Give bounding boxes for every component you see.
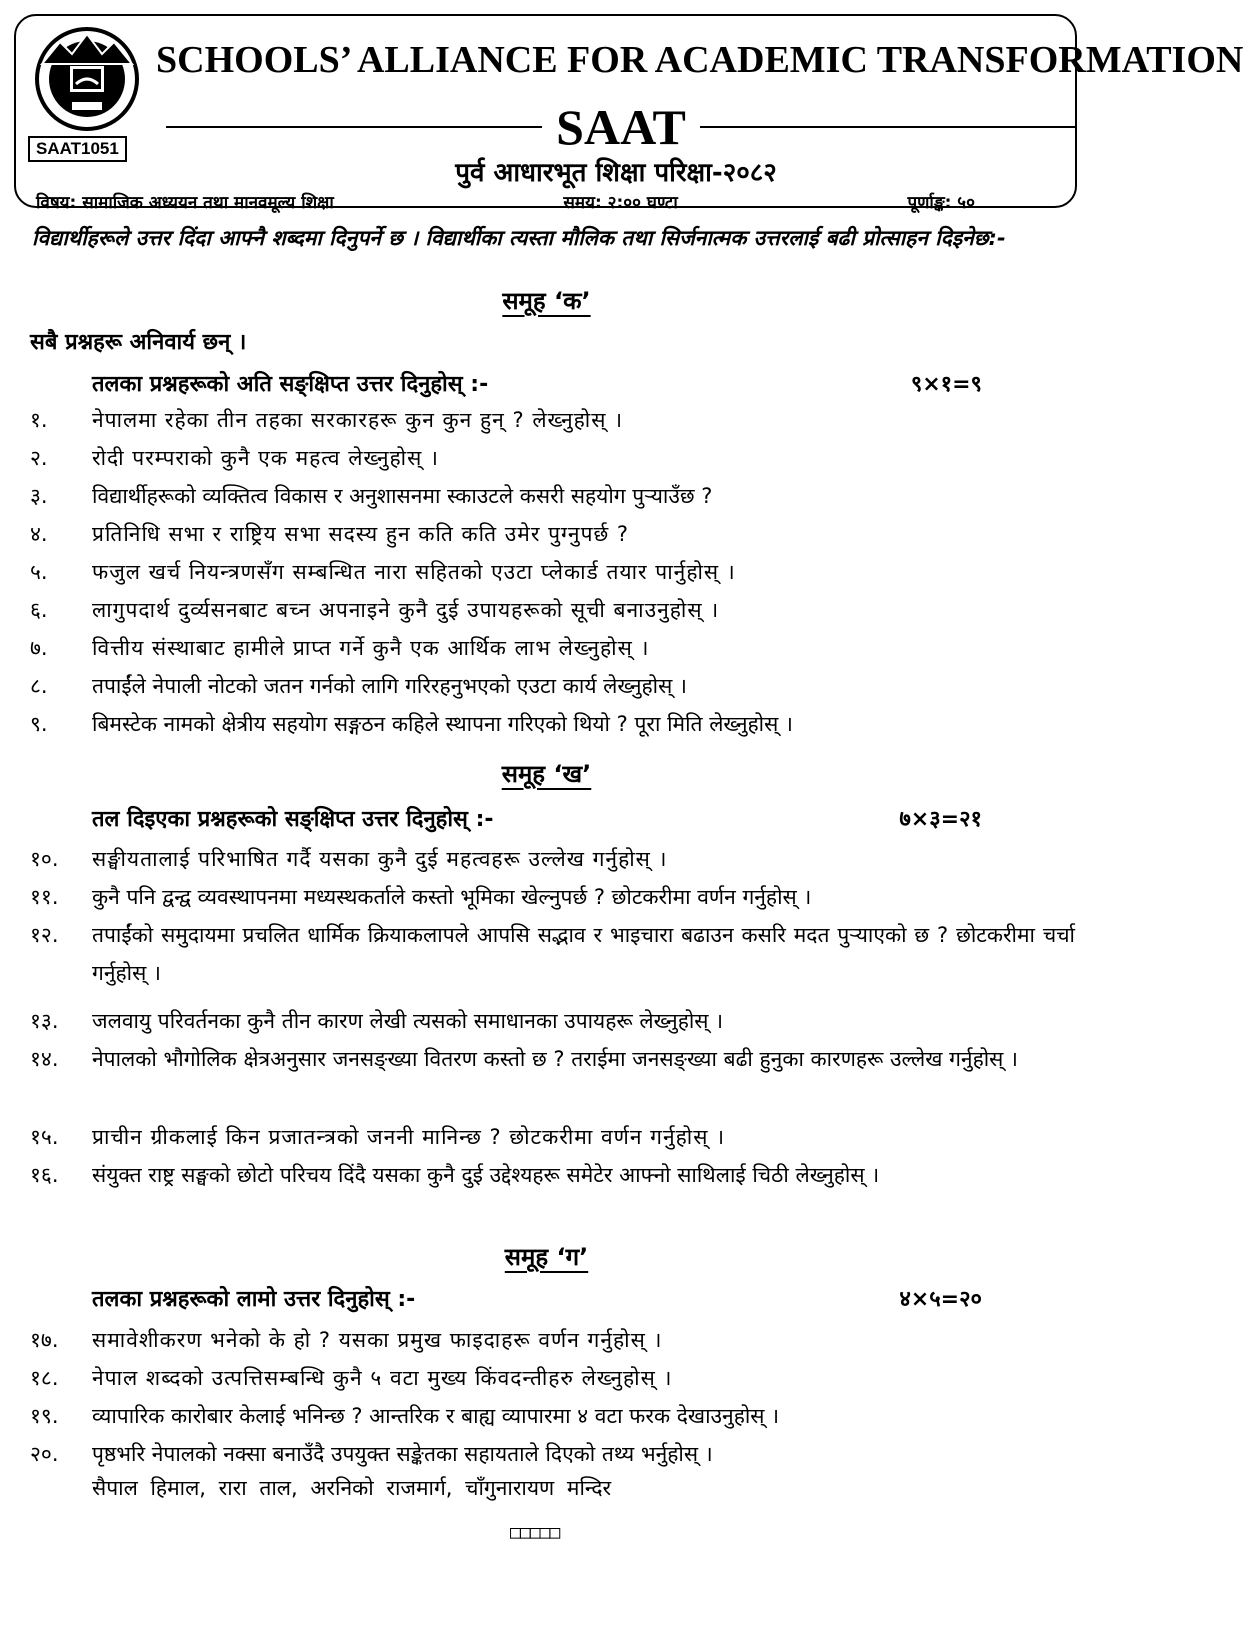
group-a-instruction (92, 368, 1012, 398)
question-number: १७. (30, 1328, 59, 1352)
question-number: १४. (30, 1047, 59, 1071)
exam-title: पुर्व आधारभूत शिक्षा परिक्षा-२०८२ (455, 158, 777, 188)
exam-header (14, 14, 1243, 213)
question-text: संयुक्त राष्ट्र सङ्घको छोटो परिचय दिंदै यसका कुनै दुई उद्देश्यहरू समेटेर आफ्नो साथिलाई चिठी लेख्नुहोस् । (92, 1163, 880, 1187)
question-item (30, 629, 1075, 667)
question-text: व्यापारिक कारोबार केलाई भनिन्छ ? आन्तरिक र बाह्य व्यापारमा ४ वटा फरक देखाउनुहोस् । (92, 1404, 780, 1428)
question-item (30, 878, 1075, 916)
question-item (30, 1118, 1075, 1156)
question-text: लागुपदार्थ दुर्व्यसनबाट बच्न अपनाइने कुनै दुई उपायहरूको सूची बनाउनुहोस् । (92, 598, 720, 622)
question-item (30, 1435, 1075, 1473)
question-number: १६. (30, 1163, 59, 1187)
question-number: १०. (30, 847, 59, 871)
question-item (30, 1156, 1075, 1194)
question-item (30, 1040, 1075, 1078)
exam-meta-row (36, 190, 975, 213)
question-item (30, 553, 1075, 591)
question-item (30, 705, 1075, 743)
question-text: नेपालको भौगोलिक क्षेत्रअनुसार जनसङ्ख्या वितरण कस्तो छ ? तराईमा जनसङ्ख्या बढी हुनुका कारणहरू उल्लेख गर्नुहोस् । (92, 1047, 1019, 1071)
question-item (30, 515, 1075, 553)
question-number: ११. (30, 885, 59, 909)
question-item (30, 1002, 1075, 1040)
question-text: नेपालमा रहेका तीन तहका सरकारहरू कुन कुन हुन् ? लेख्नुहोस् । (92, 408, 624, 432)
question-number: २. (30, 446, 48, 470)
question-number: ४. (30, 522, 48, 546)
question-number: ८. (30, 674, 48, 698)
full-marks-label: पूर्णाङ्क: ५० (907, 193, 975, 213)
question-number: १५. (30, 1125, 59, 1149)
question-text: सङ्घीयतालाई परिभाषित गर्दै यसका कुनै दुई महत्वहरू उल्लेख गर्नुहोस् । (92, 847, 668, 871)
school-alliance-logo (32, 24, 142, 134)
instruction-text: तलका प्रश्नहरूको लामो उत्तर दिनुहोस् :- (92, 1287, 416, 1312)
question-text: रोदी परम्पराको कुनै एक महत्व लेख्नुहोस् । (92, 446, 439, 470)
question-item (30, 916, 1075, 992)
question-number: ३. (30, 484, 48, 508)
group-b-title: समूह ‘ख’ (501, 760, 592, 788)
question-text: पृष्ठभरि नेपालको नक्सा बनाउँदै उपयुक्त सङ्केतका सहायताले दिएको तथ्य भर्नुहोस् । (92, 1442, 713, 1466)
question-text: कुनै पनि द्वन्द्व व्यवस्थापनमा मध्यस्थकर्ताले कस्तो भूमिका खेल्नुपर्छ ? छोटकरीमा वर्णन गर्नुहोस् । (92, 885, 812, 909)
right-rule (700, 126, 1076, 128)
paper-code-badge: SAAT1051 (28, 136, 127, 162)
question-text: तपाईंको समुदायमा प्रचलित धार्मिक क्रियाकलापले आपसि सद्भाव र भाइचारा बढाउन कसरि मदत पुऱ्याएको छ ? छोटकरीमा चर्चा गर्नुहोस् । (92, 923, 1075, 985)
question-text: वित्तीय संस्थाबाट हामीले प्राप्त गर्ने कुनै एक आर्थिक लाभ लेख्नुहोस् । (92, 636, 650, 660)
question-item (30, 401, 1075, 439)
question-text: विद्यार्थीहरूको व्यक्तित्व विकास र अनुशासनमा स्काउटले कसरी सहयोग पुऱ्याउँछ ? (92, 484, 713, 508)
question-number: २०. (30, 1442, 59, 1466)
question-number: ५. (30, 560, 48, 584)
question-text: तपाईंले नेपाली नोटको जतन गर्नको लागि गरिरहनुभएको एउटा कार्य लेख्नुहोस् । (92, 674, 687, 698)
question-number: १८. (30, 1366, 59, 1390)
question-text: प्रतिनिधि सभा र राष्ट्रिय सभा सदस्य हुन कति कति उमेर पुग्नुपर्छ ? (92, 522, 630, 546)
question-item (30, 840, 1075, 878)
instruction-text: तल दिइएका प्रश्नहरूको सङ्क्षिप्त उत्तर दिनुहोस् :- (92, 807, 494, 832)
question-number: १. (30, 408, 48, 432)
question-item (30, 591, 1075, 629)
organization-abbreviation: SAAT (556, 99, 686, 155)
group-c-title: समूह ‘ग’ (504, 1243, 589, 1271)
question-number: १२. (30, 923, 59, 947)
question-number: ७. (30, 636, 48, 660)
question-item (30, 1397, 1075, 1435)
question-item (30, 439, 1075, 477)
instruction-text: तलका प्रश्नहरूको अति सङ्क्षिप्त उत्तर दिनुहोस् :- (92, 372, 489, 397)
question-text: फजुल खर्च नियन्त्रणसँग सम्बन्धित नारा सहितको एउटा प्लेकार्ड तयार पार्नुहोस् । (92, 560, 736, 584)
question-number: १९. (30, 1404, 59, 1428)
abbreviation-line (166, 99, 1076, 155)
question-number: १३. (30, 1009, 59, 1033)
left-rule (166, 126, 542, 128)
question-item (30, 1359, 1075, 1397)
time-label: समय: २:०० घण्टा (563, 193, 678, 213)
question-text: जलवायु परिवर्तनका कुनै तीन कारण लेखी त्यसको समाधानका उपायहरू लेख्नुहोस् । (92, 1009, 724, 1033)
group-a-title: समूह ‘क’ (502, 287, 591, 315)
question-text: बिमस्टेक नामको क्षेत्रीय सहयोग सङ्गठन कहिले स्थापना गरिएको थियो ? पूरा मिति लेख्नुहोस् । (92, 712, 793, 736)
end-of-paper-mark: □□□□□ (510, 1522, 560, 1543)
compulsory-note: सबै प्रश्नहरू अनिवार्य छन् । (30, 330, 247, 355)
question-text: नेपाल शब्दको उत्पत्तिसम्बन्धि कुनै ५ वटा मुख्य किंवदन्तीहरु लेख्नुहोस् । (92, 1366, 673, 1390)
marks-scheme: ७×३=२१ (899, 807, 982, 832)
subject-label: विषय: सामाजिक अध्ययन तथा मानवमूल्य शिक्षा (36, 193, 334, 213)
question-text: समावेशीकरण भनेको के हो ? यसका प्रमुख फाइदाहरू वर्णन गर्नुहोस् । (92, 1328, 663, 1352)
map-places-list: सैपाल हिमाल, रारा ताल, अरनिको राजमार्ग, चाँगुनारायण मन्दिर (92, 1476, 612, 1500)
question-item (30, 477, 1075, 515)
marks-scheme: ४×५=२० (899, 1287, 982, 1312)
group-c-instruction (92, 1283, 1012, 1313)
question-number: ९. (30, 712, 48, 736)
group-b-instruction (92, 803, 1012, 833)
question-text: प्राचीन ग्रीकलाई किन प्रजातन्त्रको जननी मानिन्छ ? छोटकरीमा वर्णन गर्नुहोस् । (92, 1125, 726, 1149)
marks-scheme: ९×१=९ (910, 372, 982, 397)
question-item (30, 1321, 1075, 1359)
intro-instructions: विद्यार्थीहरूले उत्तर दिंदा आफ्नै शब्दमा दिनुपर्ने छ । विद्यार्थीका त्यस्ता मौलिक तथा सिर्जनात्मक उत्तरलाई बढी प्रोत्साहन दिइनेछ:- (32, 226, 1006, 250)
question-number: ६. (30, 598, 48, 622)
organization-name: SCHOOLS’ ALLIANCE FOR ACADEMIC TRANSFORMATION (156, 39, 1243, 81)
question-item (30, 667, 1075, 705)
